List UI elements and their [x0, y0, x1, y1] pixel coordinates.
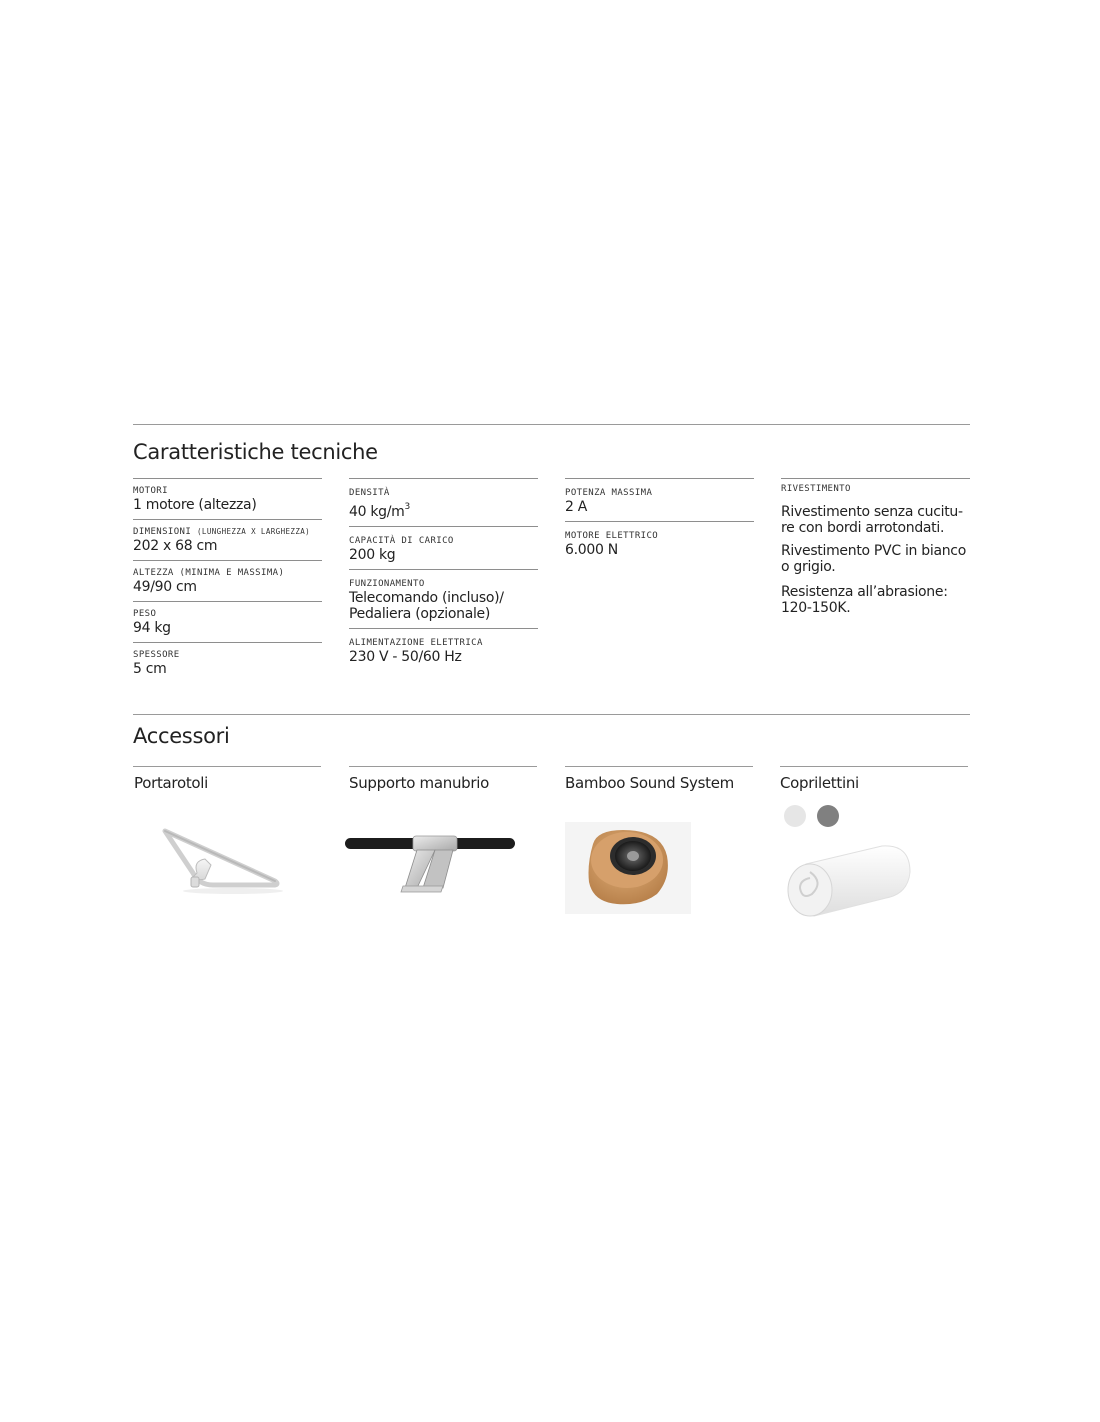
spec-label: DENSITÀ [349, 488, 390, 498]
spec-value: 200 kg [349, 547, 396, 563]
spec-label: RIVESTIMENTO [781, 484, 851, 494]
spec-label: MOTORI [133, 486, 168, 496]
spec-label: MOTORE ELETTRICO [565, 531, 659, 541]
rivestimento-paragraph-1: Rivestimento senza cucitu- re con bordi arrotondati. [781, 504, 963, 536]
spec-value: 202 x 68 cm [133, 538, 218, 554]
spec-label: POTENZA MASSIMA [565, 488, 653, 498]
accessory-rule [565, 766, 753, 767]
spec-altezza [133, 560, 322, 601]
spec-rivestimento [781, 478, 970, 628]
color-swatch-grey[interactable] [817, 805, 839, 827]
accessory-name: Supporto manubrio [349, 774, 489, 792]
spec-label: ALTEZZA (MINIMA E MASSIMA) [133, 568, 285, 578]
rivestimento-paragraph-2: Rivestimento PVC in bianco o grigio. [781, 543, 966, 575]
spec-label: CAPACITÀ DI CARICO [349, 536, 454, 546]
spec-densita [349, 478, 538, 526]
spec-value: 49/90 cm [133, 579, 197, 595]
specs-column-1 [133, 478, 322, 683]
accessories-title: Accessori [133, 724, 230, 748]
spec-potenza [565, 478, 754, 521]
specs-top-rule [133, 424, 970, 425]
spec-value: 230 V - 50/60 Hz [349, 649, 462, 665]
specs-column-3 [565, 478, 754, 564]
spec-value-line-2: Pedaliera (opzionale) [349, 606, 491, 622]
accessory-name: Bamboo Sound System [565, 774, 734, 792]
spec-motore-elettrico [565, 521, 754, 564]
spec-value: 1 motore (altezza) [133, 497, 257, 513]
spec-value: Telecomando (incluso)/ [349, 590, 504, 606]
specs-title: Caratteristiche tecniche [133, 440, 378, 464]
spec-value: 94 kg [133, 620, 171, 636]
paper-roll-holder-icon [153, 821, 293, 911]
spec-value: 2 A [565, 499, 588, 515]
rivestimento-paragraph-3: Resistenza all’abrasione: 120-150K. [781, 584, 948, 616]
specs-column-2 [349, 478, 538, 671]
spec-motori [133, 478, 322, 519]
spec-spessore [133, 642, 322, 683]
spec-capacita [349, 526, 538, 569]
spec-dimensioni [133, 519, 322, 560]
accessory-name: Portarotoli [134, 774, 209, 792]
rolled-towel-icon [786, 842, 916, 922]
spec-label: DIMENSIONI (LUNGHEZZA X LARGHEZZA) [133, 527, 311, 537]
spec-label: ALIMENTAZIONE ELETTRICA [349, 638, 483, 648]
accessory-rule [780, 766, 968, 767]
spec-value: 5 cm [133, 661, 167, 677]
spec-label: SPESSORE [133, 650, 180, 660]
accessories-top-rule [133, 714, 970, 715]
spec-funzionamento [349, 569, 538, 628]
accessory-name: Coprilettini [780, 774, 859, 792]
accessory-rule [133, 766, 321, 767]
spec-alimentazione [349, 628, 538, 671]
color-swatch-white[interactable] [784, 805, 806, 827]
spec-label: PESO [133, 609, 157, 619]
accessory-rule [349, 766, 537, 767]
handlebar-support-icon [343, 828, 523, 898]
spec-value: 40 $kg/m^3$ [349, 502, 410, 520]
spec-value: 6.000 N [565, 542, 618, 558]
spec-peso [133, 601, 322, 642]
specs-column-4 [781, 478, 970, 628]
spec-label: FUNZIONAMENTO [349, 579, 425, 589]
bamboo-speaker-icon [565, 822, 691, 914]
